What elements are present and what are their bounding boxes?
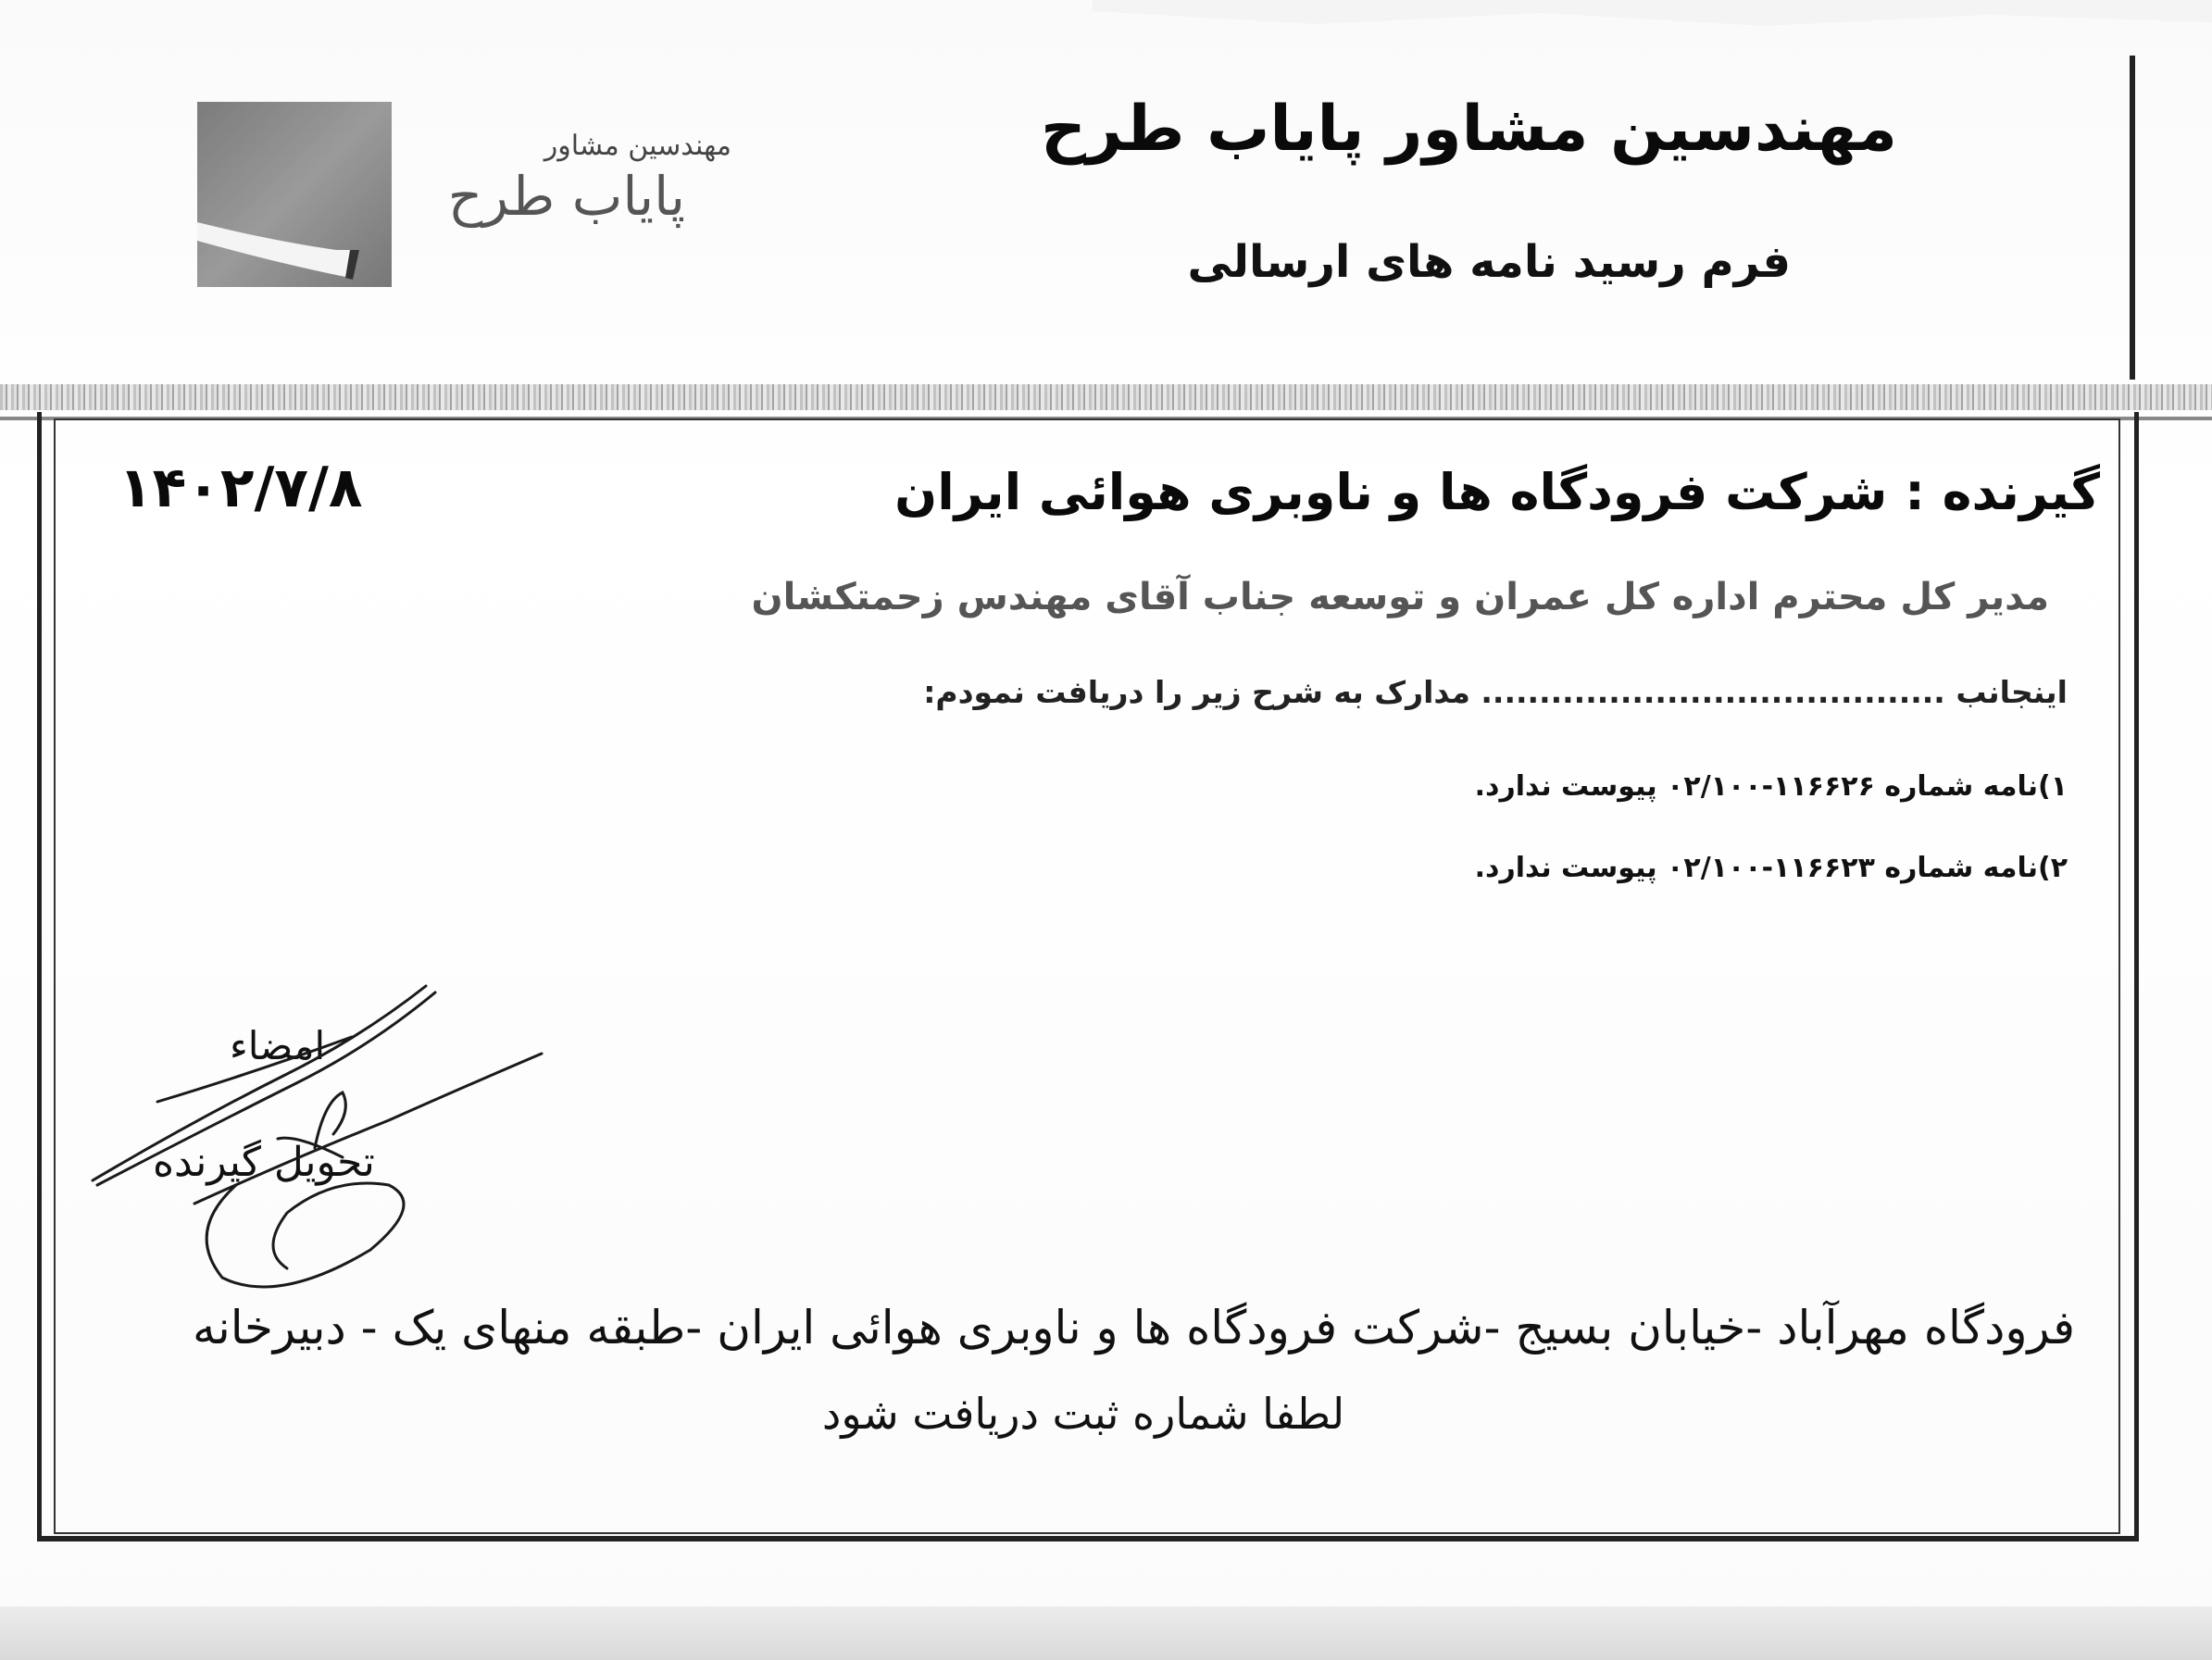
signature-label: امضاء: [230, 1023, 326, 1068]
company-title: مهندسین مشاور پایاب طرح: [1041, 93, 1897, 166]
receipt-statement: اینجانب ........................................ مدارک به شرح زیر را دریافت نمودم:: [923, 674, 2068, 710]
handwritten-signature: [56, 972, 574, 1324]
logo-stripe-icon: [197, 102, 392, 287]
logo-name: پایاب طرح: [447, 165, 685, 228]
logo-subtitle: مهندسین مشاور: [544, 130, 731, 162]
header-divider: [0, 384, 2212, 410]
recipient-line: گیرنده : شرکت فرودگاه ها و ناوبری هوائی ایران: [894, 463, 2100, 521]
document-item: ۲)نامه شماره ۱۱۶۶۲۳-۰۲/۱۰۰ پیوست ندارد.: [1474, 852, 2068, 884]
header-border-line: [2130, 56, 2135, 380]
footer-note: لطفا شماره ثبت دریافت شود: [821, 1389, 1345, 1439]
addressee-line: مدیر کل محترم اداره کل عمران و توسعه جناب آقای مهندس زحمتکشان: [751, 576, 2049, 618]
letter-date: ۱۴۰۲/۷/۸: [119, 456, 363, 520]
form-title: فرم رسید نامه های ارسالی: [1187, 236, 1791, 288]
document-item: ۱)نامه شماره ۱۱۶۶۲۶-۰۲/۱۰۰ پیوست ندارد.: [1474, 770, 2068, 803]
scan-bottom-edge: [0, 1606, 2212, 1660]
receiver-label: تحویل گیرنده: [153, 1139, 375, 1186]
footer-address: فرودگاه مهرآباد -خیابان بسیج -شرکت فرودگاه ها و ناوبری هوائی ایران -طبقه منهای یک - دبیرخانه: [193, 1301, 2075, 1354]
